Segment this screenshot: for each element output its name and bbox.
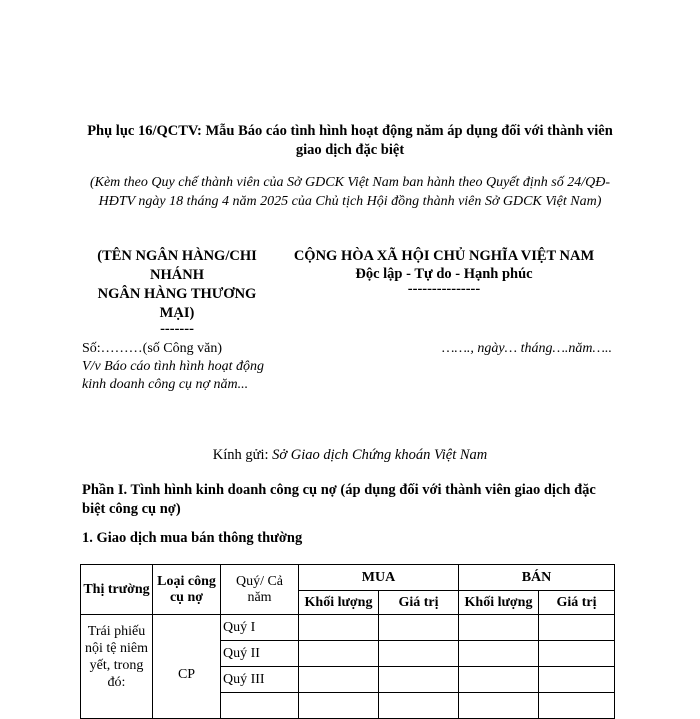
table-cell: [379, 667, 459, 693]
nation-motto: Độc lập - Tự do - Hạnh phúc: [355, 266, 533, 282]
header-sell-volume: Khối lượng: [459, 591, 539, 615]
table-cell: [299, 641, 379, 667]
greeting-recipient: Sở Giao dịch Chứng khoán Việt Nam: [272, 447, 488, 463]
document-number-block: [82, 340, 272, 394]
trading-table: [80, 564, 615, 719]
period-cell: Quý II: [221, 641, 299, 667]
table-cell: [459, 641, 539, 667]
header-market: Thị trường: [81, 565, 153, 615]
table-cell: [539, 641, 615, 667]
table-cell: [299, 615, 379, 641]
part1-heading: Phần I. Tình hình kinh doanh công cụ nợ (áp dụng đối với thành viên giao dịch đặc biệt công cụ nợ): [82, 482, 596, 517]
table-cell: [459, 667, 539, 693]
national-header: [284, 247, 604, 295]
document-number: Số:………(số Công văn): [82, 341, 222, 356]
table-cell: [379, 641, 459, 667]
table-cell: [379, 693, 459, 719]
greeting: [80, 447, 620, 464]
bank-name-line2: NGÂN HÀNG THƯƠNG MẠI): [97, 286, 257, 321]
table-cell: [299, 693, 379, 719]
table-cell: [299, 667, 379, 693]
bank-name-line1: (TÊN NGÂN HÀNG/CHI NHÁNH: [97, 248, 257, 283]
table-cell: [539, 693, 615, 719]
appendix-title: Phụ lục 16/QCTV: Mẫu Báo cáo tình hình hoạt động năm áp dụng đối với thành viên giao dịch đặc biệt: [87, 123, 613, 158]
appendix-subtitle: (Kèm theo Quy chế thành viên của Sở GDCK Việt Nam ban hành theo Quyết định số 24/QĐ-HĐTV ngày 18 tháng 4 năm 2025 của Chủ tịch Hội đồng thành viên Sở GDCK Việt Nam): [89, 175, 611, 209]
table-cell: [379, 615, 459, 641]
row-market: Trái phiếu nội tệ niêm yết, trong đó:: [81, 615, 153, 719]
header-sell: BÁN: [459, 565, 615, 591]
period-cell: Quý III: [221, 667, 299, 693]
table-cell: [459, 615, 539, 641]
header-buy: MUA: [299, 565, 459, 591]
nation-name: CỘNG HÒA XÃ HỘI CHỦ NGHĨA VIỆT NAM: [293, 248, 595, 264]
date-line: ……., ngày… tháng….năm…..: [442, 341, 612, 356]
nation-rule: ---------------: [407, 281, 481, 297]
bank-name-rule: -------: [160, 321, 194, 337]
header-period: Quý/ Cả năm: [221, 565, 299, 615]
section1-heading: 1. Giao dịch mua bán thông thường: [82, 530, 303, 546]
header-debt-type: Loại công cụ nợ: [153, 565, 221, 615]
table-cell: [539, 615, 615, 641]
bank-name-block: [86, 247, 268, 335]
period-cell: [221, 693, 299, 719]
header-sell-value: Giá trị: [539, 591, 615, 615]
row-debt-type: CP: [153, 615, 221, 719]
document-subject: V/v Báo cáo tình hình hoạt động kinh doanh công cụ nợ năm...: [82, 359, 264, 392]
header-buy-value: Giá trị: [379, 591, 459, 615]
header-buy-volume: Khối lượng: [299, 591, 379, 615]
table-cell: [459, 693, 539, 719]
period-cell: Quý I: [221, 615, 299, 641]
greeting-prefix: Kính gửi:: [212, 447, 273, 463]
table-cell: [539, 667, 615, 693]
